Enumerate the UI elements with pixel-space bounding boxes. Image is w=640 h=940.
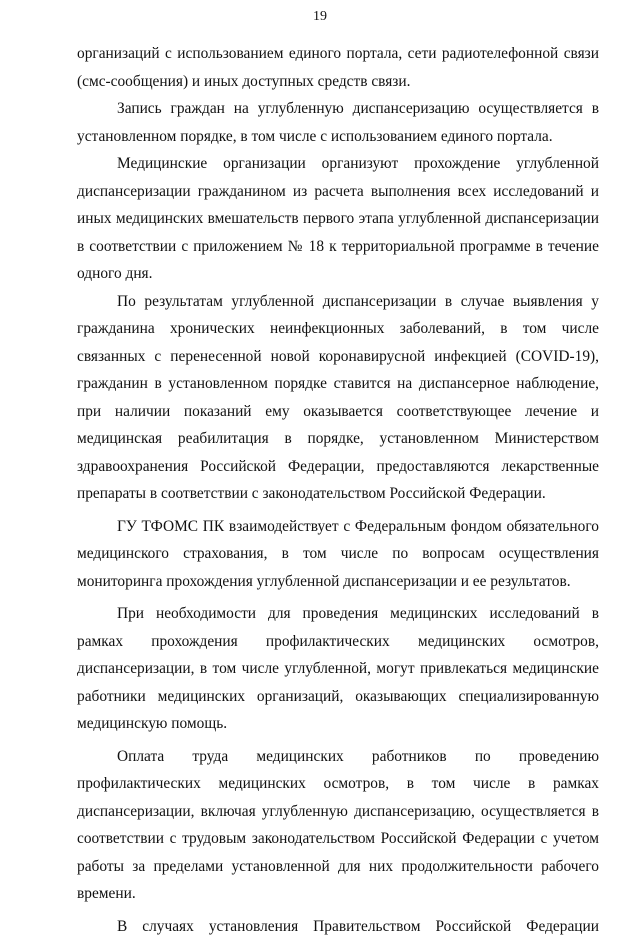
paragraph-payment: Оплата труда медицинских работников по проведению профилактических медицинских осмотров, в том числе в рамках диспансеризации, включая углубленную диспансеризацию, осуществляется в соответствии с трудовым законодательством Российской Федерации с учетом работы за пределами установленной для них продолжительности рабочего времени.: [77, 743, 599, 908]
document-body: [77, 40, 599, 940]
paragraph-results: По результатам углубленной диспансеризации в случае выявления у гражданина хронических неинфекционных заболеваний, в том числе связанных с перенесенной новой коронавирусной инфекцией (COVID-19), гражданин в установленном порядке ставится на диспансерное наблюдение, при наличии показаний ему оказывается соответствующее лечение и медицинская реабилитация в порядке, установленном Министерством здравоохранения Российской Федерации, предоставляются лекарственные препараты в соответствии с законодательством Российской Федерации.: [77, 288, 599, 508]
paragraph-sms-contacts: организаций с использованием единого портала, сети радиотелефонной связи (смс-сообщения) и иных доступных средств связи.: [77, 40, 599, 95]
paragraph-tfoms-interaction: ГУ ТФОМС ПК взаимодействует с Федеральным фондом обязательного медицинского страхования, в том числе по вопросам осуществления мониторинга прохождения углубленной диспансеризации и ее результатов.: [77, 513, 599, 596]
paragraph-medical-staff: При необходимости для проведения медицинских исследований в рамках прохождения профилактических медицинских осмотров, диспансеризации, в том числе углубленной, могут привлекаться медицинские работники медицинских организаций, оказывающих специализированную медицинскую помощь.: [77, 600, 599, 738]
paragraph-medical-organizations: Медицинские организации организуют прохождение углубленной диспансеризации гражданином из расчета выполнения всех исследований и иных медицинских вмешательств первого этапа углубленной диспансеризации в соответствии с приложением № 18 к территориальной программе в течение одного дня.: [77, 150, 599, 288]
paragraph-registration: Запись граждан на углубленную диспансеризацию осуществляется в установленном порядке, в том числе с использованием единого портала.: [77, 95, 599, 150]
page-number: 19: [0, 8, 640, 26]
paragraph-government-cases: В случаях установления Правительством Российской Федерации: [77, 913, 599, 940]
